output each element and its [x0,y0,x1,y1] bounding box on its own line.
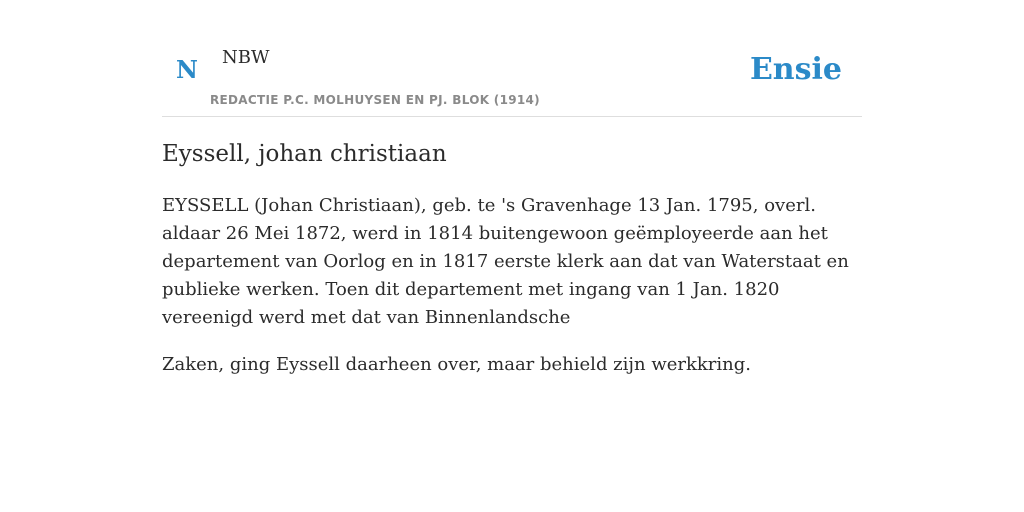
source-title: NBW [222,47,270,68]
article-body [162,192,862,379]
source-logo-link[interactable]: N [176,55,198,84]
source-subtitle: REDACTIE P.C. MOLHUYSEN EN PJ. BLOK (1914) [210,93,540,107]
article-paragraph-1: EYSSELL (Johan Christiaan), geb. te 's Gravenhage 13 Jan. 1795, overl. aldaar 26 Mei 1872, werd in 1814 buitengewoon geëmployeerde aan het departement van Oorlog en in 1817 eerste klerk aan dat van Waterstaat en publieke werken. Toen dit departement met ingang van 1 Jan. 1820 vereenigd werd met dat van Binnenlandsche [162,195,849,328]
source-header [162,30,862,117]
article-paragraph-2: Zaken, ging Eyssell daarheen over, maar behield zijn werkkring. [162,354,751,375]
article-title: Eyssell, johan christiaan [162,141,447,167]
ensie-logo-link[interactable]: Ensie [749,52,842,87]
article [162,136,862,398]
